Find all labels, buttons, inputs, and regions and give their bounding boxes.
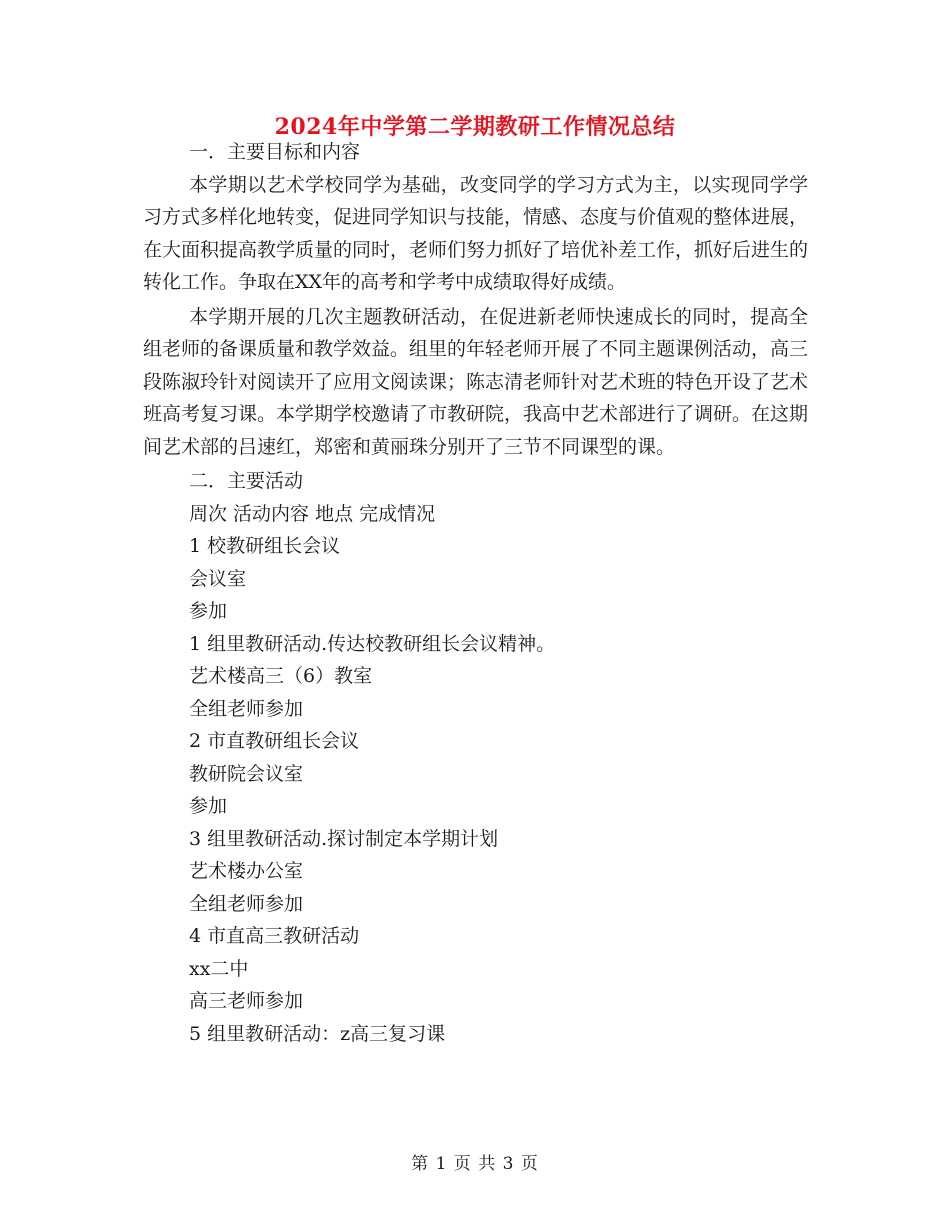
activity-line: 参加	[189, 600, 228, 622]
activity-line: 参加	[189, 795, 228, 817]
document-body	[143, 136, 808, 1050]
activity-line: 教研院会议室	[189, 762, 304, 785]
paragraph-goals: 本学期以艺术学校同学为基础，改变同学的学习方式为主，以实现同学学习方式多样化地转变，促进同学知识与技能，情感、态度与价值观的整体进展，在大面积提高教学质量的同时，老师们努力抓好了培优补差工作，抓好后进生的转化工作。争取在XX年的高考和学考中成绩取得好成绩。	[143, 173, 809, 293]
activity-line: 1 组里教研活动.传达校教研组长会议精神。	[189, 632, 556, 655]
activity-line: 3 组里教研活动.探讨制定本学期计划	[189, 827, 499, 850]
activity-line: 全组老师参加	[189, 697, 304, 720]
activity-line: 全组老师参加	[189, 892, 304, 915]
paragraph-activities-summary: 本学期开展的几次主题教研活动，在促进新老师快速成长的同时，提高全组老师的备课质量和教学效益。组里的年轻老师开展了不同主题课例活动，高三段陈淑玲针对阅读开了应用文阅读课；陈志清老师针对艺术班的特色开设了艺术班高考复习课。本学期学校邀请了市教研院，我高中艺术部进行了调研。在这期间艺术部的吕速红，郑密和黄丽珠分别开了三节不同课型的课。	[143, 305, 809, 458]
activity-line: 会议室	[189, 567, 247, 590]
activity-line: 4 市直高三教研活动	[189, 925, 360, 947]
section-heading-goals: 一．主要目标和内容	[189, 141, 361, 163]
activity-line: 5 组里教研活动：z高三复习课	[189, 1022, 446, 1045]
document-title: 2024年中学第二学期教研工作情况总结	[274, 114, 676, 140]
activity-line: 1 校教研组长会议	[189, 535, 341, 557]
activity-line: 艺术楼办公室	[189, 860, 304, 882]
page-number-footer: 第 1 页 共 3 页	[411, 1154, 539, 1174]
activity-table-header: 周次 活动内容 地点 完成情况	[189, 502, 436, 525]
activity-line: 2 市直教研组长会议	[189, 730, 360, 752]
activity-line: 艺术楼高三（6）教室	[189, 665, 373, 687]
section-heading-activities: 二．主要活动	[189, 470, 304, 492]
activity-line: xx二中	[189, 957, 249, 980]
activity-line: 高三老师参加	[189, 990, 304, 1012]
